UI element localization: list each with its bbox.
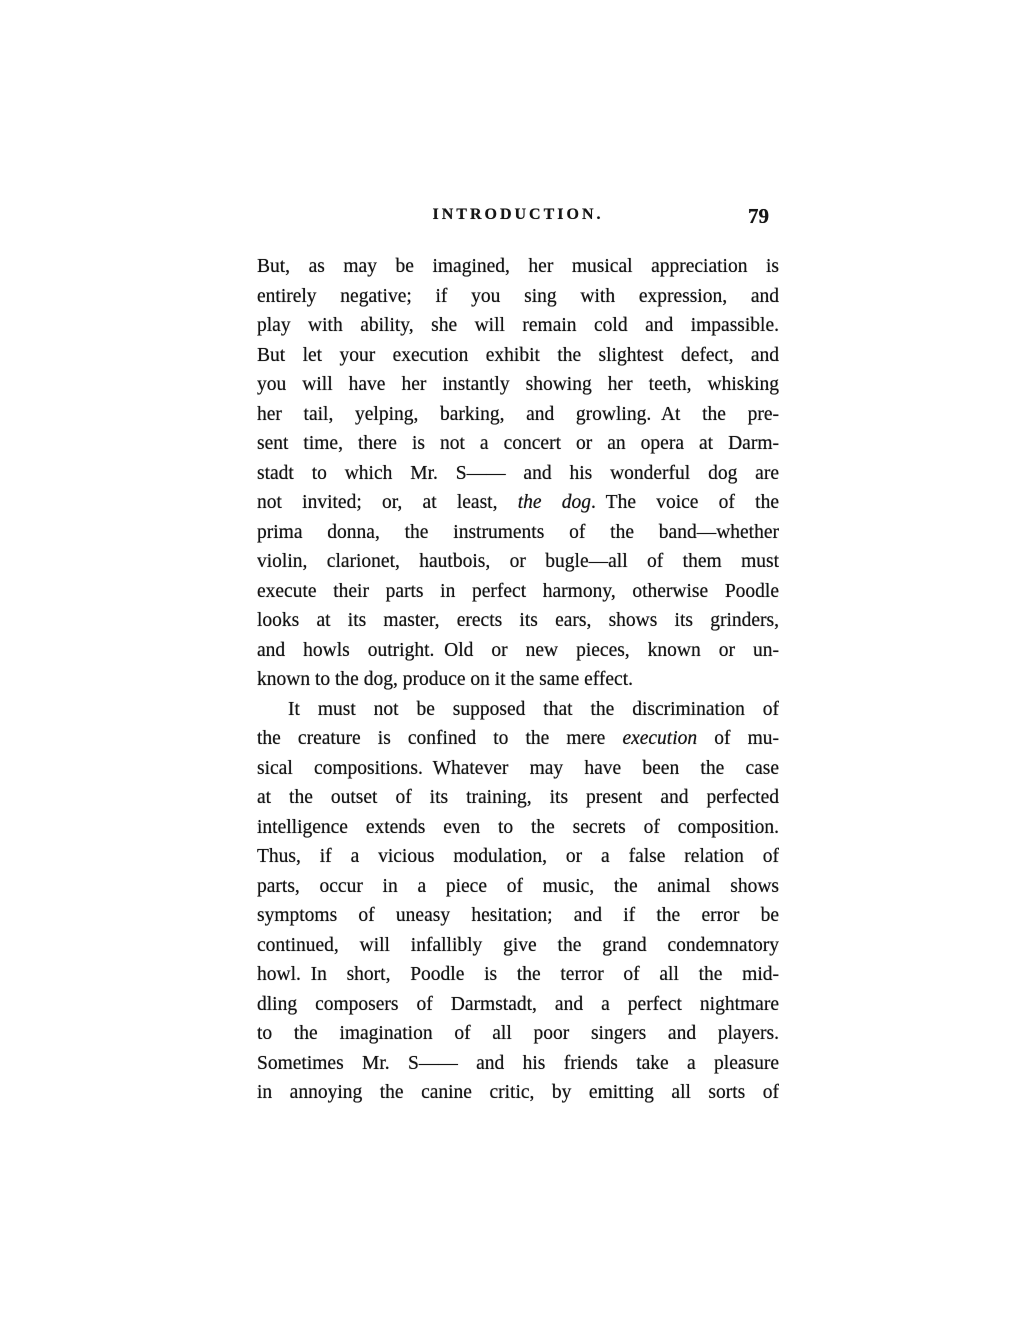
text-line bbox=[257, 1049, 779, 1079]
text-line bbox=[257, 547, 779, 577]
text-segment: parts, occur in a piece of music, the animal shows bbox=[257, 875, 779, 897]
text-line bbox=[257, 842, 779, 872]
text-segment: known to the dog, produce on it the same effect. bbox=[257, 669, 633, 690]
text-segment: and howls outright. Old or new pieces, known or un- bbox=[257, 639, 779, 661]
text-line bbox=[257, 665, 779, 695]
text-line bbox=[257, 400, 779, 430]
text-segment: But, as may be imagined, her musical appreciation is bbox=[257, 256, 779, 277]
text-segment: execution bbox=[622, 728, 698, 749]
text-line bbox=[257, 695, 779, 725]
text-line bbox=[257, 252, 779, 282]
paragraph bbox=[257, 252, 779, 695]
text-segment: But let your execution exhibit the slightest defect, and bbox=[257, 344, 779, 366]
text-segment: continued, will infallibly give the grand condemnatory bbox=[257, 934, 779, 956]
text-segment: in annoying the canine critic, by emitting all sorts of bbox=[257, 1082, 779, 1103]
text-line bbox=[257, 577, 779, 607]
text-segment: It must not be supposed that the discrimination of bbox=[288, 698, 779, 720]
text-line bbox=[257, 282, 779, 312]
text-line bbox=[257, 931, 779, 961]
running-head bbox=[257, 204, 779, 234]
text-segment: intelligence extends even to the secrets of composition. bbox=[257, 816, 779, 838]
text-line bbox=[257, 341, 779, 371]
text-segment: prima donna, the instruments of the band—whether bbox=[257, 521, 779, 543]
page-body bbox=[257, 252, 779, 1108]
text-segment: looks at its master, erects its ears, shows its grinders, bbox=[257, 610, 779, 631]
text-segment: you will have her instantly showing her teeth, whisking bbox=[257, 374, 779, 395]
text-segment: execute their parts in perfect harmony, otherwise Poodle bbox=[257, 580, 779, 602]
text-line bbox=[257, 960, 779, 990]
text-line bbox=[257, 606, 779, 636]
text-segment: violin, clarionet, hautbois, or bugle—all of them must bbox=[257, 551, 779, 572]
text-line bbox=[257, 459, 779, 489]
text-segment: the dog bbox=[517, 492, 592, 513]
text-segment: sent time, there is not a concert or an opera at Darm- bbox=[257, 433, 779, 454]
paragraph bbox=[257, 695, 779, 1108]
text-segment: to the imagination of all poor singers and players. bbox=[257, 1023, 779, 1044]
page-title: INTRODUCTION. bbox=[432, 206, 604, 223]
text-line bbox=[257, 518, 779, 548]
text-line bbox=[257, 311, 779, 341]
text-line bbox=[257, 901, 779, 931]
text-segment: Thus, if a vicious modulation, or a false relation of bbox=[257, 846, 779, 867]
text-segment: . The voice of the bbox=[591, 492, 779, 513]
text-segment: Sometimes Mr. S—— and his friends take a pleasure bbox=[257, 1052, 779, 1074]
text-segment: dling composers of Darmstadt, and a perfect nightmare bbox=[257, 993, 779, 1015]
text-segment: sical compositions. Whatever may have been the case bbox=[257, 757, 779, 779]
text-segment: howl. In short, Poodle is the terror of all the mid- bbox=[257, 964, 779, 985]
page-number: 79 bbox=[748, 204, 769, 228]
text-line bbox=[257, 1019, 779, 1049]
text-segment: play with ability, she will remain cold and impassible. bbox=[257, 315, 779, 336]
text-line bbox=[257, 429, 779, 459]
text-segment: of mu- bbox=[697, 728, 779, 749]
text-line bbox=[257, 813, 779, 843]
text-line bbox=[257, 783, 779, 813]
text-line bbox=[257, 488, 779, 518]
text-segment: at the outset of its training, its present and perfected bbox=[257, 787, 779, 808]
text-segment: entirely negative; if you sing with expression, and bbox=[257, 285, 779, 307]
text-segment: the creature is confined to the mere bbox=[257, 728, 623, 749]
text-segment: not invited; or, at least, bbox=[257, 492, 518, 513]
text-line bbox=[257, 754, 779, 784]
text-line bbox=[257, 636, 779, 666]
text-segment: symptoms of uneasy hesitation; and if the error be bbox=[257, 905, 779, 926]
text-line bbox=[257, 370, 779, 400]
text-segment: her tail, yelping, barking, and growling. At the pre- bbox=[257, 403, 779, 425]
text-line bbox=[257, 1078, 779, 1108]
text-line bbox=[257, 990, 779, 1020]
text-line bbox=[257, 724, 779, 754]
text-segment: stadt to which Mr. S—— and his wonderful dog are bbox=[257, 462, 779, 484]
text-line bbox=[257, 872, 779, 902]
